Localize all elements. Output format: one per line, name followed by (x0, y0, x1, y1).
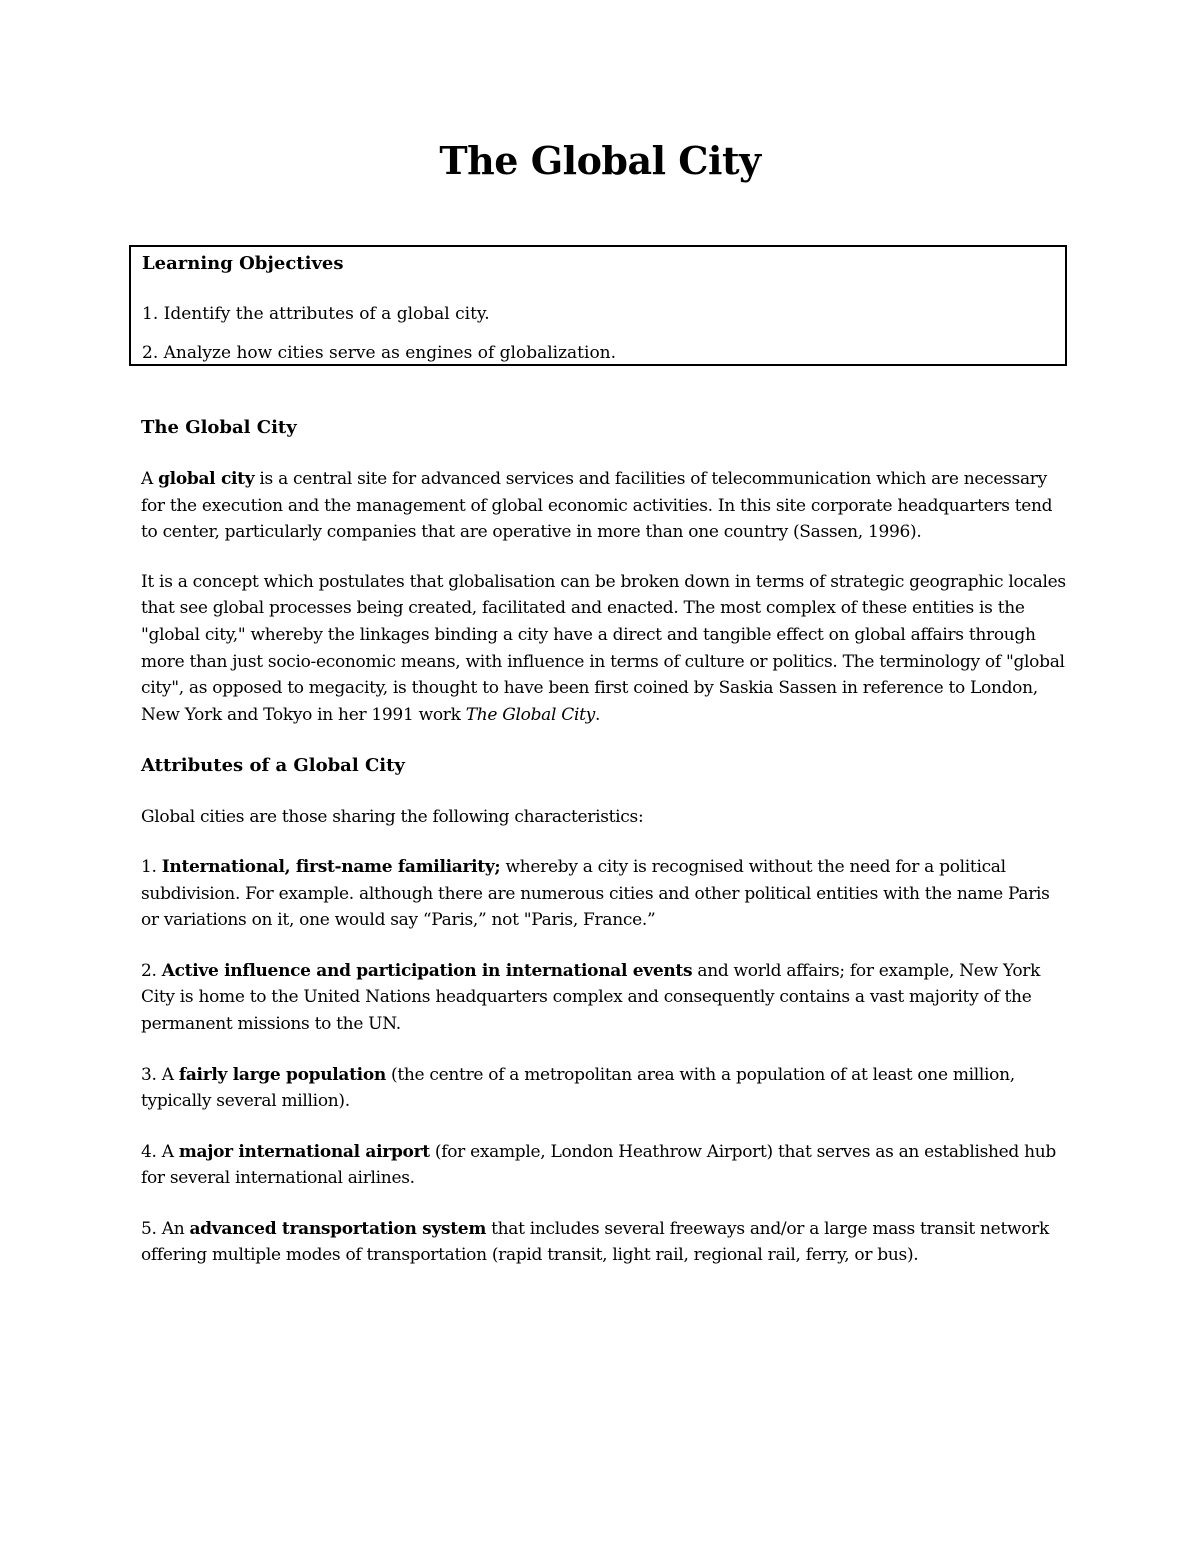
attribute-pre: A (161, 1141, 179, 1162)
concept-paragraph (141, 569, 1066, 729)
definition-text: is a central site for advanced services and facilities of telecommunication which are necessary for the execution and the management of global economic activities. In this site corporate headquarters tend to center, particularly companies that are operative in more than one country (Sassen, 1996). (141, 469, 1053, 543)
concept-end: . (594, 704, 601, 725)
attribute-item-1 (141, 854, 1066, 934)
attribute-text: and world affairs; for example, New York City is home to the United Nations headquarters complex and consequently contains a vast majority of the permanent missions to the UN. (141, 960, 1041, 1034)
book-title: The Global City (465, 704, 595, 725)
attribute-number: 3. (141, 1064, 162, 1085)
attribute-bold: major international airport (178, 1141, 430, 1162)
attribute-text: that includes several freeways and/or a large mass transit network offering multiple modes of transportation (rapid transit, light rail, regional rail, ferry, or bus). (141, 1218, 1049, 1266)
attribute-item-4 (141, 1139, 1066, 1192)
attribute-pre: A (161, 1064, 179, 1085)
definition-lead: A (141, 469, 159, 489)
section-heading-global-city: The Global City (141, 417, 297, 438)
attribute-item-3 (141, 1062, 1066, 1115)
attribute-item-5 (141, 1216, 1066, 1269)
global-city-term: global city (158, 469, 255, 489)
attribute-pre: An (161, 1218, 190, 1239)
attribute-text: (the centre of a metropolitan area with a population of at least one million, typically several million). (141, 1064, 1015, 1112)
learning-objectives-box (129, 245, 1067, 366)
attribute-bold: Active influence and participation in international events (161, 960, 693, 981)
document-body (141, 413, 1066, 1293)
attribute-number: 2. (141, 960, 162, 981)
attributes-intro: Global cities are those sharing the following characteristics: (141, 807, 644, 828)
learning-objectives-heading: Learning Objectives (142, 253, 344, 274)
objective-item-1: 1. Identify the attributes of a global city. (142, 304, 490, 324)
attribute-number: 5. (141, 1218, 162, 1239)
attribute-bold: fairly large population (178, 1064, 386, 1085)
definition-paragraph (141, 466, 1066, 546)
attribute-bold: International, first-name familiarity; (161, 856, 501, 877)
document-title: The Global City (439, 138, 761, 183)
attribute-number: 4. (141, 1141, 162, 1162)
attribute-text: whereby a city is recognised without the need for a political subdivision. For example. although there are numerous cities and other political entities with the name Paris or variations on it, one would say “Paris,” not "Paris, France.” (141, 856, 1050, 931)
attribute-number: 1. (141, 856, 162, 877)
attribute-bold: advanced transportation system (189, 1218, 487, 1239)
concept-text: It is a concept which postulates that globalisation can be broken down in terms of strategic geographic locales that see global processes being created, facilitated and enacted. The most complex of these entities is the "global city," whereby the linkages binding a city have a direct and tangible effect on global affairs through more than just socio-economic means, with influence in terms of culture or politics. The terminology of "global city", as opposed to megacity, is thought to have been first coined by Saskia Sassen in reference to London, New York and Tokyo in her 1991 work (141, 571, 1066, 725)
objective-item-2: 2. Analyze how cities serve as engines of globalization. (142, 343, 617, 363)
attribute-text: (for example, London Heathrow Airport) that serves as an established hub for several international airlines. (141, 1141, 1056, 1189)
attribute-item-2 (141, 958, 1066, 1038)
section-heading-attributes: Attributes of a Global City (141, 755, 405, 777)
